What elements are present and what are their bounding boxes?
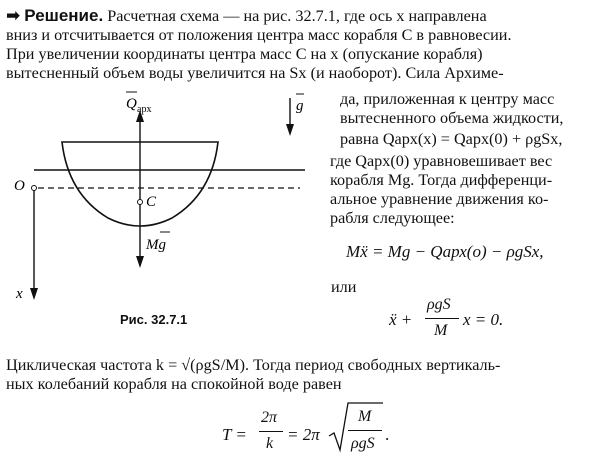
text-line-2: вниз и отсчитывается от положения центра масс корабля C в равновесии. bbox=[6, 26, 512, 44]
bottom-line-1: Циклическая частота k = √(ρgS/M). Тогда период свободных вертикаль- bbox=[6, 356, 501, 374]
figure-caption: Рис. 32.7.1 bbox=[120, 312, 188, 327]
solution-heading: Решение. bbox=[24, 6, 104, 25]
center-of-mass-point bbox=[138, 200, 143, 205]
side-line-4: где Qарх(0) уравновешивает вес bbox=[330, 152, 553, 170]
period-lhs: T = bbox=[222, 425, 247, 444]
period-root-den: ρgS bbox=[351, 435, 375, 452]
origin-point bbox=[32, 186, 37, 191]
text-line-3: При увеличении координаты центра масс C на x (опускание корабля) bbox=[6, 45, 483, 63]
x-axis-arrow-icon bbox=[30, 288, 38, 300]
period-frac1-bar bbox=[259, 431, 283, 432]
side-line-2: вытесненного объема жидкости, bbox=[340, 109, 564, 127]
eq2-numerator: ρgS bbox=[427, 296, 451, 313]
label-q: Q bbox=[126, 96, 137, 112]
period-frac1-den: k bbox=[266, 435, 274, 452]
period-mid: = 2π bbox=[287, 425, 320, 444]
side-line-5: корабля Mg. Тогда дифференци- bbox=[330, 171, 553, 189]
label-x: x bbox=[16, 286, 23, 302]
label-c: C bbox=[146, 194, 157, 210]
gravity-arrow-head-icon bbox=[136, 256, 144, 268]
label-q-sub: арх bbox=[137, 104, 152, 115]
arrow-icon: ➡ bbox=[6, 6, 21, 25]
label-mg: Mg bbox=[146, 237, 166, 253]
g-arrow-head-icon bbox=[286, 124, 294, 136]
eq2-denominator: M bbox=[434, 322, 448, 339]
side-line-7: рабля следующее: bbox=[330, 209, 455, 227]
period-root-num: M bbox=[358, 408, 372, 425]
text-line-1: Расчетная схема — на рис. 32.7.1, где ось x направлена bbox=[103, 7, 487, 25]
period-root-bar bbox=[348, 430, 382, 431]
equation-motion: Mẍ = Mg − Qарх(o) − ρgSx, bbox=[346, 242, 544, 261]
eq2-fraction-bar bbox=[425, 318, 459, 319]
period-tail: . bbox=[385, 425, 390, 444]
solution-first-line bbox=[6, 6, 487, 26]
side-line-1: да, приложенная к центру масс bbox=[340, 90, 555, 108]
text-line-4: вытесненный объем воды увеличится на Sx (и наоборот). Сила Архиме- bbox=[6, 64, 504, 82]
side-line-3: равна Qарх(x) = Qарх(0) + ρgSx, bbox=[340, 130, 563, 148]
label-g: g bbox=[296, 98, 304, 114]
ship-figure bbox=[0, 84, 330, 306]
or-word: или bbox=[331, 278, 357, 296]
period-frac1-num: 2π bbox=[261, 409, 278, 426]
bottom-line-2: ных колебаний корабля на спокойной воде равен bbox=[6, 375, 342, 393]
label-o: O bbox=[14, 178, 25, 194]
side-line-6: альное уравнение движения ко- bbox=[330, 190, 549, 208]
eq2-left: ẍ + bbox=[389, 310, 413, 329]
eq2-right: x = 0. bbox=[463, 310, 504, 329]
